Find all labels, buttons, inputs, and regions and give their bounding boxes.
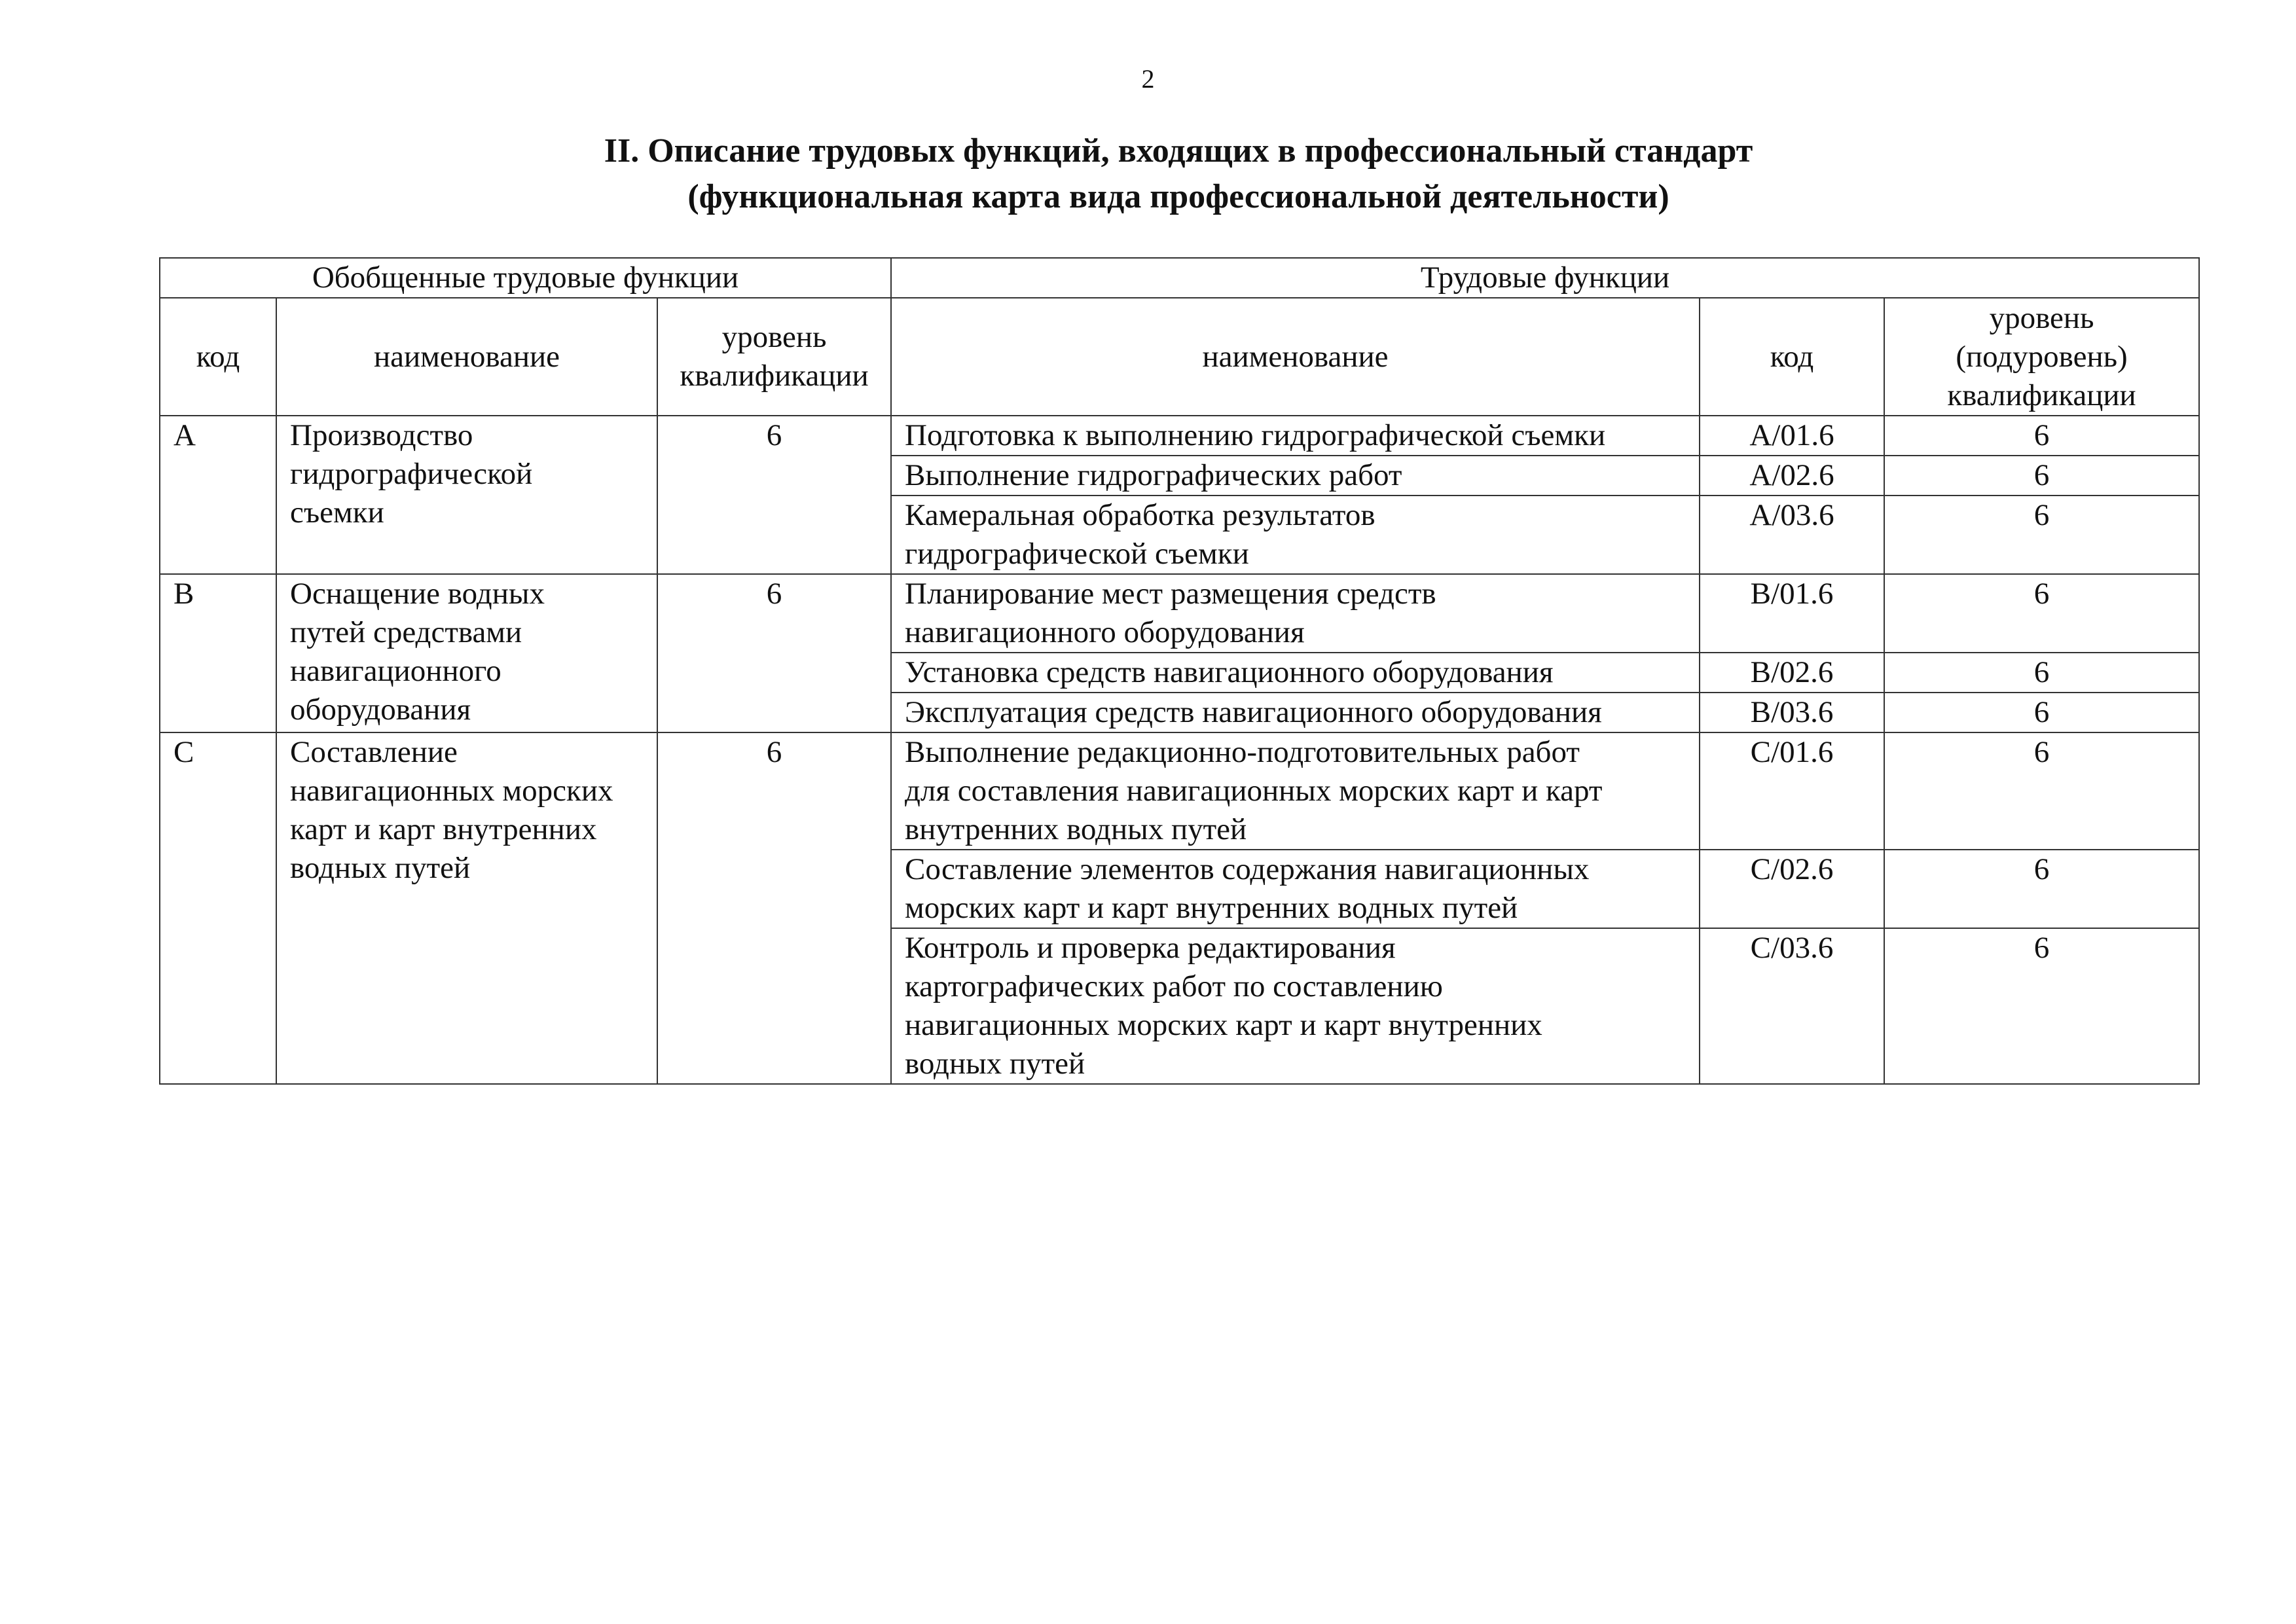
- labor-function-name-line: навигационных морских карт и карт внутренних: [905, 1008, 1542, 1042]
- labor-function-name-line: картографических работ по составлению: [905, 969, 1443, 1003]
- labor-function-level: 6: [1884, 928, 2199, 1084]
- generalized-function-name: [276, 732, 657, 1084]
- labor-function-level: 6: [1884, 653, 2199, 693]
- labor-function-name-line: Контроль и проверка редактирования: [905, 931, 1396, 965]
- labor-function-name-line: Камеральная обработка результатов: [905, 498, 1376, 532]
- labor-function-name-line: водных путей: [905, 1047, 1085, 1081]
- table-row: [160, 732, 2199, 850]
- header-labor-functions: Трудовые функции: [891, 258, 2199, 298]
- labor-function-level: 6: [1884, 574, 2199, 653]
- generalized-function-name-line: навигационных морских: [290, 774, 613, 808]
- generalized-function-code: A: [160, 416, 276, 574]
- generalized-function-name-line: гидрографической: [290, 457, 533, 491]
- labor-function-name: [891, 416, 1700, 456]
- labor-function-name-line: для составления навигационных морских карт и карт: [905, 774, 1603, 808]
- group-header-row: [160, 258, 2199, 298]
- functional-map-table: [159, 257, 2200, 1085]
- labor-function-name-line: Выполнение редакционно-подготовительных работ: [905, 735, 1580, 769]
- generalized-function-name-line: карт и карт внутренних: [290, 812, 597, 846]
- generalized-function-name-line: съемки: [290, 496, 384, 530]
- generalized-function-level: 6: [657, 732, 891, 1084]
- header-function-level-line-2: (подуровень): [1956, 339, 2128, 374]
- generalized-function-name-line: навигационного: [290, 654, 501, 688]
- labor-function-level: 6: [1884, 416, 2199, 456]
- section-title-line-2: (функциональная карта вида профессиональной деятельности): [687, 178, 1669, 215]
- labor-function-name-line: морских карт и карт внутренних водных путей: [905, 891, 1518, 925]
- generalized-function-level: 6: [657, 574, 891, 732]
- labor-function-name-line: Планирование мест размещения средств: [905, 577, 1436, 611]
- labor-function-level: 6: [1884, 693, 2199, 732]
- labor-function-name-line: Выполнение гидрографических работ: [905, 458, 1402, 492]
- header-qualification-level: [657, 298, 891, 416]
- header-name: наименование: [276, 298, 657, 416]
- labor-function-name-line: Составление элементов содержания навигационных: [905, 852, 1590, 886]
- labor-function-name: [891, 693, 1700, 732]
- generalized-function-code: B: [160, 574, 276, 732]
- header-code: код: [160, 298, 276, 416]
- labor-function-name: [891, 496, 1700, 574]
- labor-function-code: A/01.6: [1700, 416, 1884, 456]
- generalized-function-name-line: Составление: [290, 735, 458, 769]
- generalized-function-name: [276, 574, 657, 732]
- labor-function-name-line: гидрографической съемки: [905, 537, 1249, 571]
- labor-function-name-line: Подготовка к выполнению гидрографической съемки: [905, 418, 1606, 452]
- generalized-function-name-line: путей средствами: [290, 615, 522, 649]
- generalized-function-name: [276, 416, 657, 574]
- labor-function-name-line: навигационного оборудования: [905, 615, 1305, 649]
- labor-function-name: [891, 653, 1700, 693]
- labor-function-code: C/03.6: [1700, 928, 1884, 1084]
- generalized-function-level: 6: [657, 416, 891, 574]
- generalized-function-name-line: Оснащение водных: [290, 577, 545, 611]
- labor-function-name: [891, 850, 1700, 928]
- labor-function-code: C/02.6: [1700, 850, 1884, 928]
- page-number: 2: [1141, 64, 1155, 94]
- labor-function-name: [891, 574, 1700, 653]
- generalized-function-name-line: Производство: [290, 418, 473, 452]
- header-function-level-line-1: уровень: [1989, 300, 2094, 335]
- header-function-level-line-3: квалификации: [1947, 378, 2136, 412]
- table-row: [160, 574, 2199, 653]
- header-function-level: [1884, 298, 2199, 416]
- labor-function-code: B/03.6: [1700, 693, 1884, 732]
- labor-function-level: 6: [1884, 850, 2199, 928]
- generalized-function-name-line: оборудования: [290, 693, 471, 727]
- labor-function-code: C/01.6: [1700, 732, 1884, 850]
- header-level-line-2: квалификации: [680, 359, 869, 393]
- header-generalized-functions: Обобщенные трудовые функции: [160, 258, 891, 298]
- labor-function-level: 6: [1884, 732, 2199, 850]
- labor-function-level: 6: [1884, 456, 2199, 496]
- labor-function-level: 6: [1884, 496, 2199, 574]
- table-row: [160, 416, 2199, 456]
- generalized-function-code: C: [160, 732, 276, 1084]
- section-title-line-1: II. Описание трудовых функций, входящих в профессиональный стандарт: [604, 132, 1753, 170]
- labor-function-name: [891, 732, 1700, 850]
- labor-function-code: B/02.6: [1700, 653, 1884, 693]
- generalized-function-name-line: водных путей: [290, 851, 471, 885]
- header-function-name: наименование: [891, 298, 1700, 416]
- section-title: [196, 128, 2160, 220]
- labor-function-name-line: Установка средств навигационного оборудования: [905, 655, 1554, 689]
- column-header-row: [160, 298, 2199, 416]
- labor-function-name-line: внутренних водных путей: [905, 812, 1247, 846]
- header-level-line-1: уровень: [721, 320, 827, 354]
- labor-function-name: [891, 928, 1700, 1084]
- labor-function-code: B/01.6: [1700, 574, 1884, 653]
- header-function-code: код: [1700, 298, 1884, 416]
- labor-function-name-line: Эксплуатация средств навигационного оборудования: [905, 695, 1602, 729]
- labor-function-code: A/03.6: [1700, 496, 1884, 574]
- labor-function-name: [891, 456, 1700, 496]
- labor-function-code: A/02.6: [1700, 456, 1884, 496]
